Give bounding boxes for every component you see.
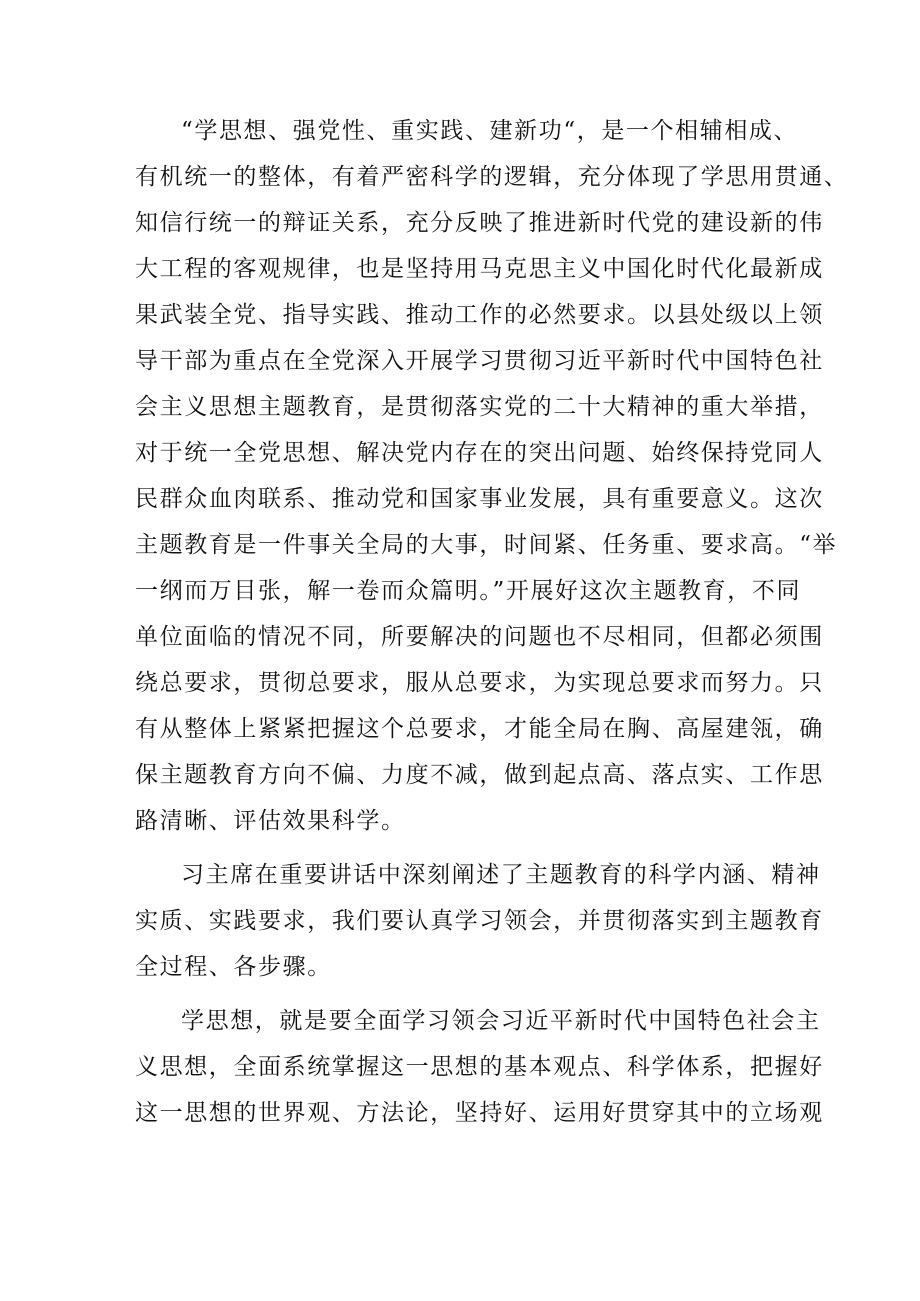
paragraph-line: 果武装全党、指导实践、推动工作的必然要求。以县处级以上领 [135,302,824,328]
paragraph-line: 学思想，就是要全面学习领会习近平新时代中国特色社会主 [181,1008,821,1034]
paragraph-line: 这一思想的世界观、方法论，坚持好、运用好贯穿其中的立场观 [135,1100,824,1126]
document-body [135,108,849,1144]
paragraph-line: 单位面临的情况不同，所要解决的问题也不尽相同，但都必须围 [135,624,824,650]
paragraph-line: 有从整体上紧紧把握这个总要求，才能全局在胸、高屋建瓴，确 [135,716,824,742]
paragraph-line: 义思想，全面系统掌握这一思想的基本观点、科学体系，把握好 [135,1054,824,1080]
paragraph-line: 民群众血肉联系、推动党和国家事业发展，具有重要意义。这次 [135,486,824,512]
paragraph-line: 全过程、各步骤。 [135,954,332,980]
paragraph-line: 大工程的客观规律，也是坚持用马克思主义中国化时代化最新成 [135,256,824,282]
paragraph-3 [135,998,824,1136]
paragraph-line: 会主义思想主题教育，是贯彻落实党的二十大精神的重大举措， [135,394,824,420]
paragraph-line: 导干部为重点在全党深入开展学习贯彻习近平新时代中国特色社 [135,348,824,374]
paragraph-line: 绕总要求，贯彻总要求，服从总要求，为实现总要求而努力。只 [135,670,824,696]
paragraph-line: 对于统一全党思想、解决党内存在的突出问题、始终保持党同人 [135,440,824,466]
paragraph-line: 有机统一的整体，有着严密科学的逻辑，充分体现了学思用贯通、 [135,164,849,190]
paragraph-line: “学思想、强党性、重实践、建新功“，是一个相辅相成、 [181,118,799,144]
paragraph-line: 知信行统一的辩证关系，充分反映了推进新时代党的建设新的伟 [135,210,824,236]
paragraph-line: 一纲而万目张，解一卷而众篇明。”开展好这次主题教育，不同 [135,578,802,604]
paragraph-line: 路清晰、评估效果科学。 [135,808,406,834]
paragraph-1 [135,108,849,844]
paragraph-2 [135,852,824,990]
paragraph-line: 保主题教育方向不偏、力度不减，做到起点高、落点实、工作思 [135,762,824,788]
paragraph-line: 实质、实践要求，我们要认真学习领会，并贯彻落实到主题教育 [135,908,824,934]
paragraph-line: 主题教育是一件事关全局的大事，时间紧、任务重、要求高。“举 [135,532,838,558]
paragraph-line: 习主席在重要讲话中深刻阐述了主题教育的科学内涵、精神 [181,862,821,888]
